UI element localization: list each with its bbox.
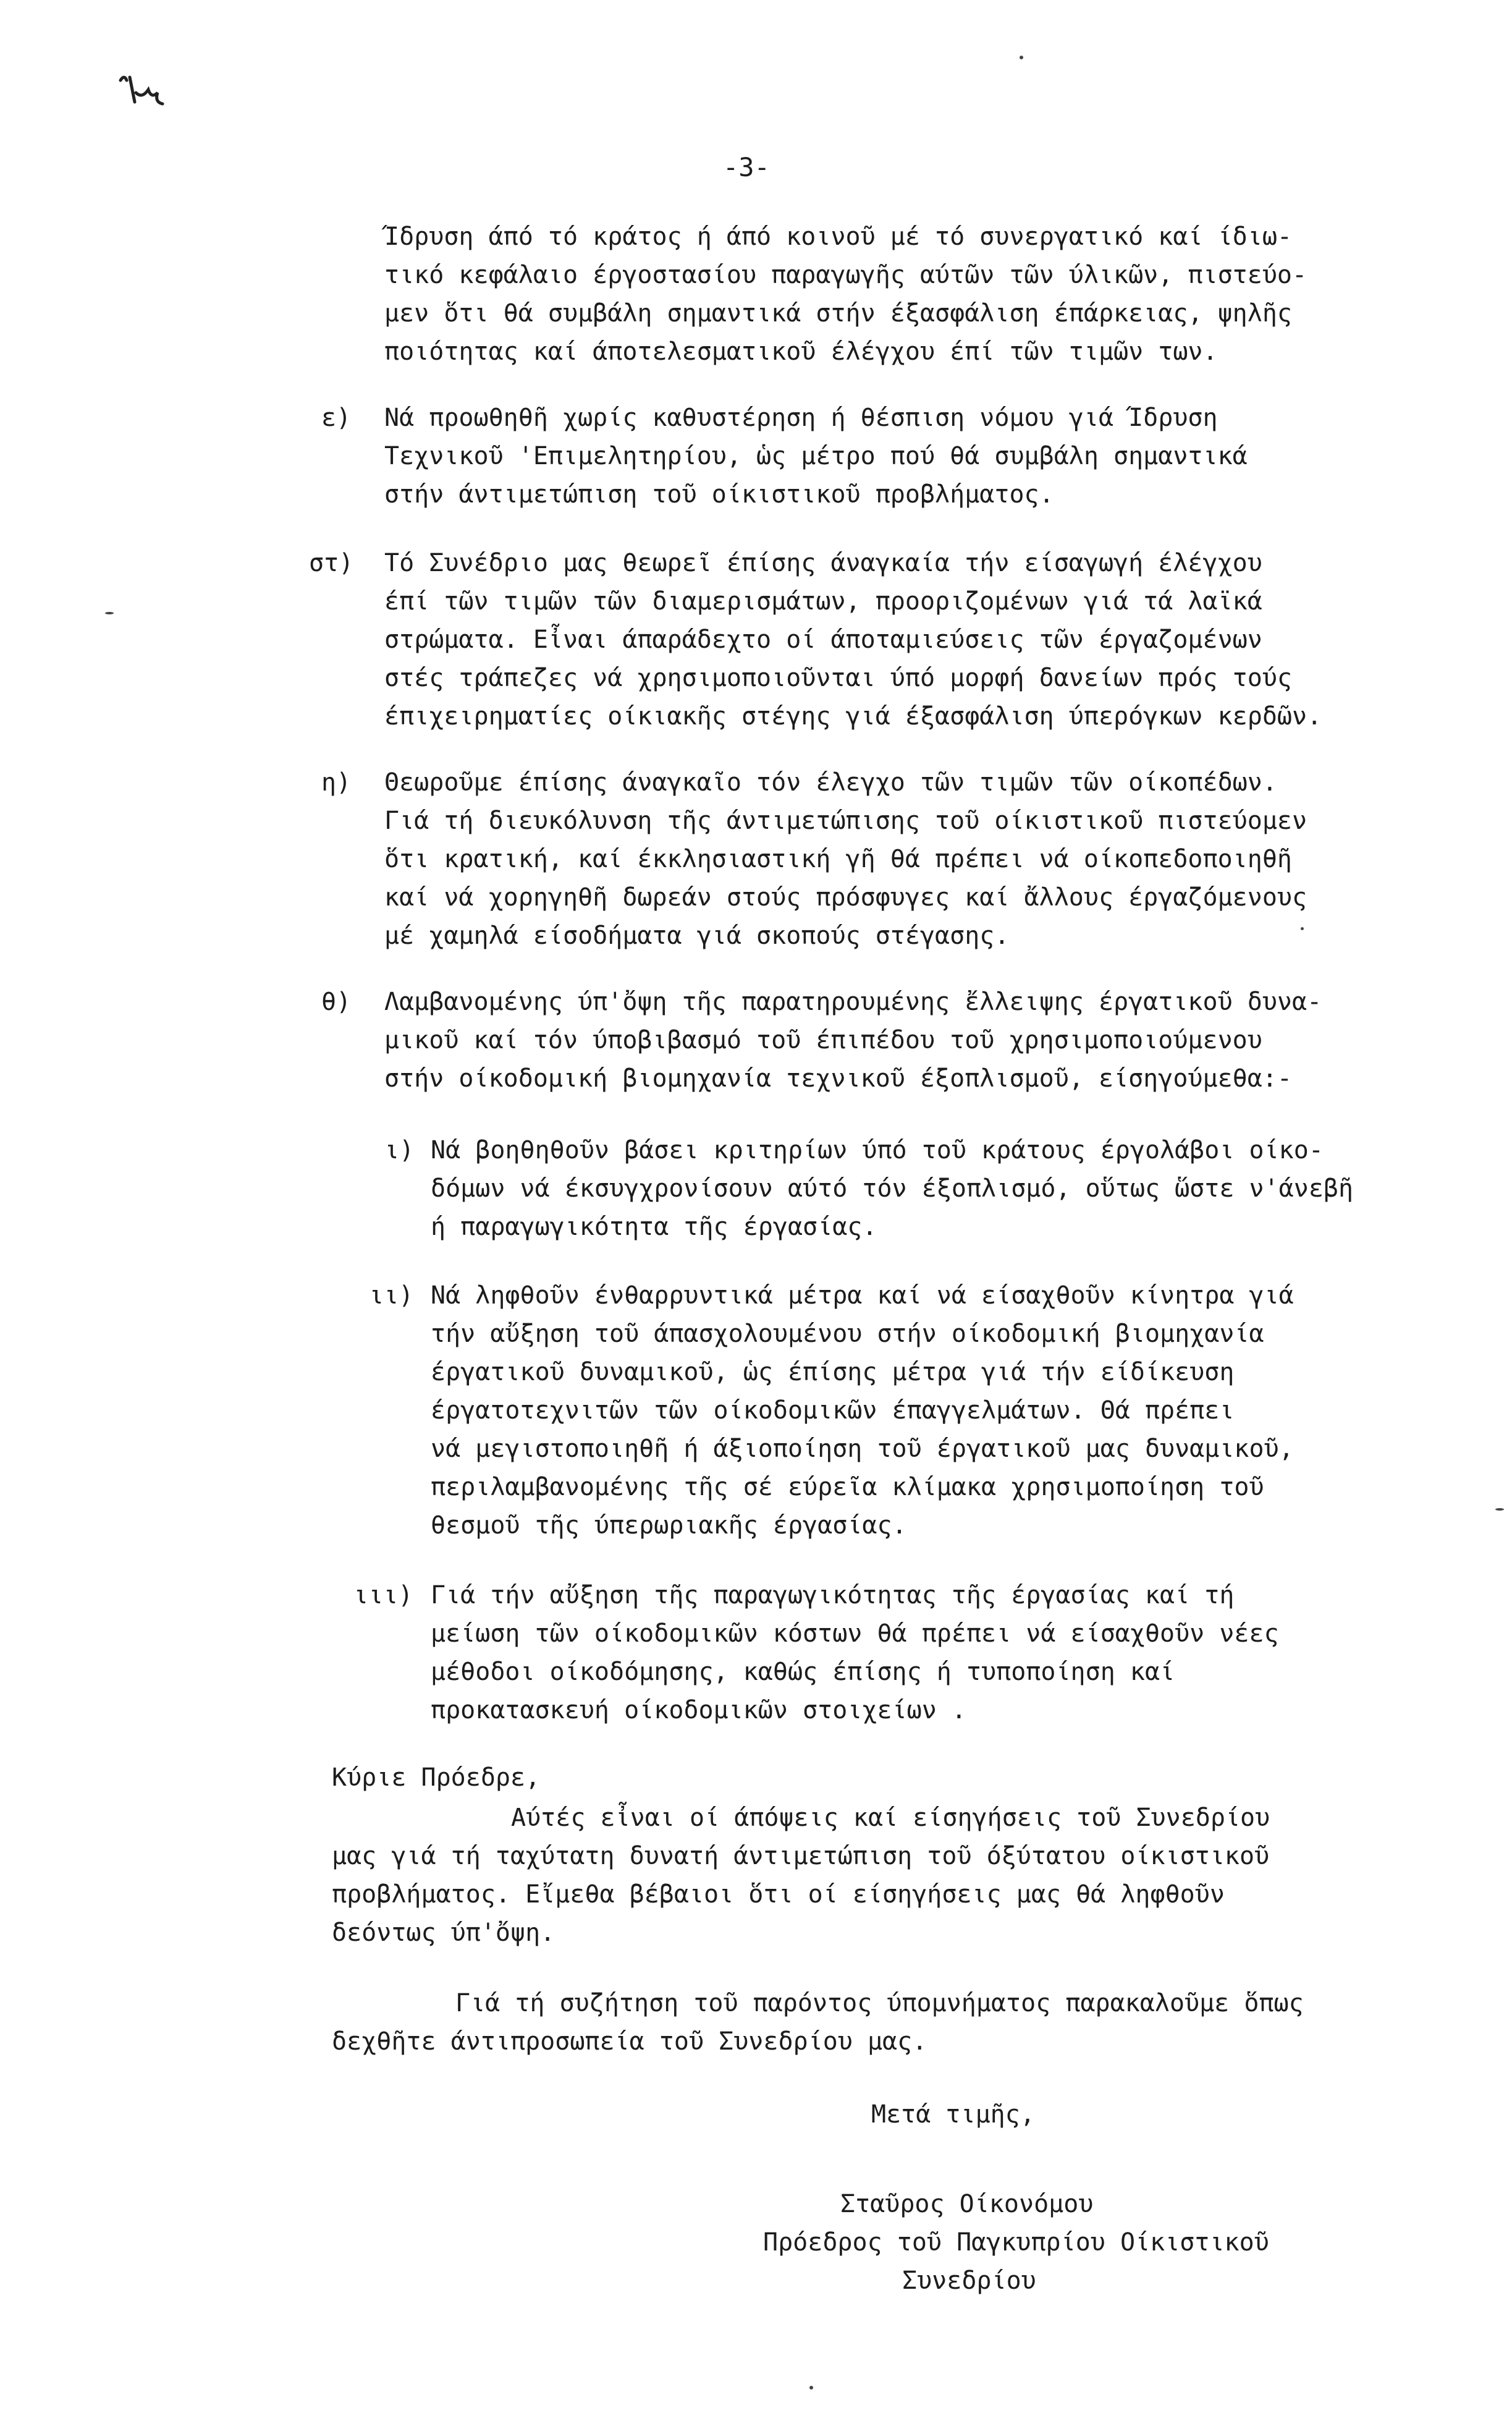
salutation: Κύριε Πρόεδρε, bbox=[332, 1763, 541, 1792]
text-line: μεν ὅτι θά συμβάλη σημαντικά στήν έξασφάλιση έπάρκειας, ψηλῆς bbox=[384, 299, 1293, 328]
text-line: έπιχειρηματίες οίκιακῆς στέγης γιά έξασφάλιση ύπερόγκων κερδῶν. bbox=[384, 702, 1322, 731]
text-line: Γιά τή συζήτηση τοῦ παρόντος ύπομνήματος παρακαλοῦμε ὅπως bbox=[455, 1989, 1304, 2017]
text-line: Νά ληφθοῦν ένθαρρυντικά μέτρα καί νά είσαχθοῦν κίνητρα γιά bbox=[431, 1281, 1294, 1310]
text-line: θεσμοῦ τῆς ύπερωριακῆς έργασίας. bbox=[431, 1511, 907, 1540]
text-line: δεόντως ύπ'ὄψη. bbox=[332, 1919, 555, 1947]
text-line: Ίδρυση άπό τό κράτος ή άπό κοινοῦ μέ τό συνεργατικό καί ίδιω- bbox=[384, 223, 1293, 251]
handwritten-mark bbox=[111, 62, 185, 136]
item-st-text bbox=[384, 544, 1322, 736]
subitem-i-text bbox=[431, 1131, 1353, 1246]
text-line: Γιά τήν αὔξηση τῆς παραγωγικότητας τῆς έργασίας καί τή bbox=[431, 1581, 1235, 1609]
text-line: δεχθῆτε άντιπροσωπεία τοῦ Συνεδρίου μας. bbox=[332, 2027, 927, 2056]
signature-title-line-2: Συνεδρίου bbox=[902, 2267, 1036, 2295]
text-line: έπί τῶν τιμῶν τῶν διαμερισμάτων, προοριζομένων γιά τά λαϊκά bbox=[384, 587, 1262, 616]
text-line: προβλήματος. Εἴμεθα βέβαιοι ὅτι οί είσηγήσεις μας θά ληφθοῦν bbox=[332, 1880, 1225, 1909]
scan-speck bbox=[1301, 927, 1304, 930]
text-line: Τεχνικοῦ 'Επιμελητηρίου, ὡς μέτρο πού θά συμβάλη σημαντικά bbox=[384, 442, 1248, 470]
text-line: ὅτι κρατική, καί έκκλησιαστική γῆ θά πρέπει νά οίκοπεδοποιηθῆ bbox=[384, 845, 1293, 873]
subitem-ii-text bbox=[431, 1276, 1294, 1545]
text-line: Νά βοηθηθοῦν βάσει κριτηρίων ύπό τοῦ κράτους έργολάβοι οίκο- bbox=[431, 1136, 1324, 1164]
text-line: τικό κεφάλαιο έργοστασίου παραγωγῆς αύτῶν τῶν ύλικῶν, πιστεύο- bbox=[384, 261, 1307, 289]
closing-paragraph bbox=[332, 1799, 1270, 1952]
intro-paragraph bbox=[384, 218, 1307, 371]
item-e-text bbox=[384, 399, 1248, 514]
text-line: δόμων νά έκσυγχρονίσουν αύτό τόν έξοπλισμό, οὕτως ὥστε ν'άνεβῆ bbox=[431, 1174, 1354, 1203]
text-line: μέ χαμηλά είσοδήματα γιά σκοπούς στέγασης. bbox=[384, 922, 1010, 950]
subitem-iii-text bbox=[431, 1576, 1279, 1729]
subitem-marker-ii: ιι) bbox=[369, 1281, 414, 1310]
text-line: ποιότητας καί άποτελεσματικοῦ έλέγχου έπί τῶν τιμῶν των. bbox=[384, 337, 1218, 366]
subitem-marker-iii: ιιι) bbox=[353, 1581, 413, 1609]
text-line: έργατοτεχνιτῶν τῶν οίκοδομικῶν έπαγγελμάτων. Θά πρέπει bbox=[431, 1396, 1235, 1425]
text-line: νά μεγιστοποιηθῆ ή άξιοποίηση τοῦ έργατικοῦ μας δυναμικοῦ, bbox=[431, 1435, 1294, 1463]
text-line: προκατασκευή οίκοδομικῶν στοιχείων . bbox=[431, 1696, 966, 1724]
text-line: μικοῦ καί τόν ύποβιβασμό τοῦ έπιπέδου τοῦ χρησιμοποιούμενου bbox=[384, 1026, 1262, 1054]
text-line: Τό Συνέδριο μας θεωρεῖ έπίσης άναγκαία τήν είσαγωγή έλέγχου bbox=[384, 549, 1262, 577]
item-marker-e: ε) bbox=[321, 404, 352, 432]
scan-speck bbox=[105, 612, 114, 614]
text-line: στρώματα. Εἶναι άπαράδεχτο οί άποταμιεύσεις τῶν έργαζομένων bbox=[384, 626, 1262, 654]
text-line: μείωση τῶν οίκοδομικῶν κόστων θά πρέπει νά είσαχθοῦν νέες bbox=[431, 1619, 1279, 1648]
text-line: Γιά τή διευκόλυνση τῆς άντιμετώπισης τοῦ οίκιστικοῦ πιστεύομεν bbox=[384, 807, 1307, 835]
item-marker-st: στ) bbox=[309, 549, 354, 577]
scan-speck bbox=[1020, 56, 1023, 59]
item-h-text bbox=[384, 763, 1307, 955]
text-line: ή παραγωγικότητα τῆς έργασίας. bbox=[431, 1213, 877, 1241]
text-line: στές τράπεζες νά χρησιμοποιοῦνται ύπό μορφή δανείων πρός τούς bbox=[384, 664, 1293, 692]
page-number: -3- bbox=[723, 152, 770, 182]
text-line: Λαμβανομένης ύπ'ὄψη τῆς παρατηρουμένης ἔλλειψης έργατικοῦ δυνα- bbox=[384, 988, 1322, 1016]
scan-speck bbox=[809, 2386, 813, 2390]
scan-speck bbox=[1495, 1508, 1504, 1511]
text-line: στήν οίκοδομική βιομηχανία τεχνικοῦ έξοπλισμοῦ, είσηγούμεθα:- bbox=[384, 1064, 1293, 1093]
text-line: καί νά χορηγηθῆ δωρεάν στούς πρόσφυγες καί ἄλλους έργαζόμενους bbox=[384, 883, 1307, 912]
text-line: μας γιά τή ταχύτατη δυνατή άντιμετώπιση τοῦ όξύτατου οίκιστικοῦ bbox=[332, 1842, 1270, 1870]
text-line: Νά προωθηθῆ χωρίς καθυστέρηση ή θέσπιση νόμου γιά Ίδρυση bbox=[384, 404, 1218, 432]
text-line: έργατικοῦ δυναμικοῦ, ὡς έπίσης μέτρα γιά τήν είδίκευση bbox=[431, 1358, 1235, 1386]
text-line: τήν αὔξηση τοῦ άπασχολουμένου στήν οίκοδομική βιομηχανία bbox=[431, 1320, 1264, 1348]
sign-off: Μετά τιμῆς, bbox=[871, 2100, 1035, 2129]
item-marker-h: η) bbox=[321, 768, 352, 797]
text-line: περιλαμβανομένης τῆς σέ εύρεῖα κλίμακα χρησιμοποίηση τοῦ bbox=[431, 1473, 1264, 1501]
text-line: Αύτές εἶναι οί άπόψεις καί είσηγήσεις τοῦ Συνεδρίου bbox=[511, 1804, 1270, 1832]
item-th-text bbox=[384, 983, 1322, 1098]
subitem-marker-i: ι) bbox=[384, 1136, 415, 1164]
text-line: Θεωροῦμε έπίσης άναγκαῖο τόν έλεγχο τῶν τιμῶν τῶν οίκοπέδων. bbox=[384, 768, 1277, 797]
request-paragraph bbox=[332, 1984, 1304, 2061]
signature-title-line-1: Πρόεδρος τοῦ Παγκυπρίου Οίκιστικοῦ bbox=[763, 2228, 1269, 2257]
text-line: στήν άντιμετώπιση τοῦ οίκιστικοῦ προβλήματος. bbox=[384, 480, 1054, 509]
item-marker-th: θ) bbox=[321, 988, 352, 1016]
signature-name: Σταῦρος Οίκονόμου bbox=[840, 2190, 1094, 2218]
text-line: μέθοδοι οίκοδόμησης, καθώς έπίσης ή τυποποίηση καί bbox=[431, 1658, 1175, 1686]
